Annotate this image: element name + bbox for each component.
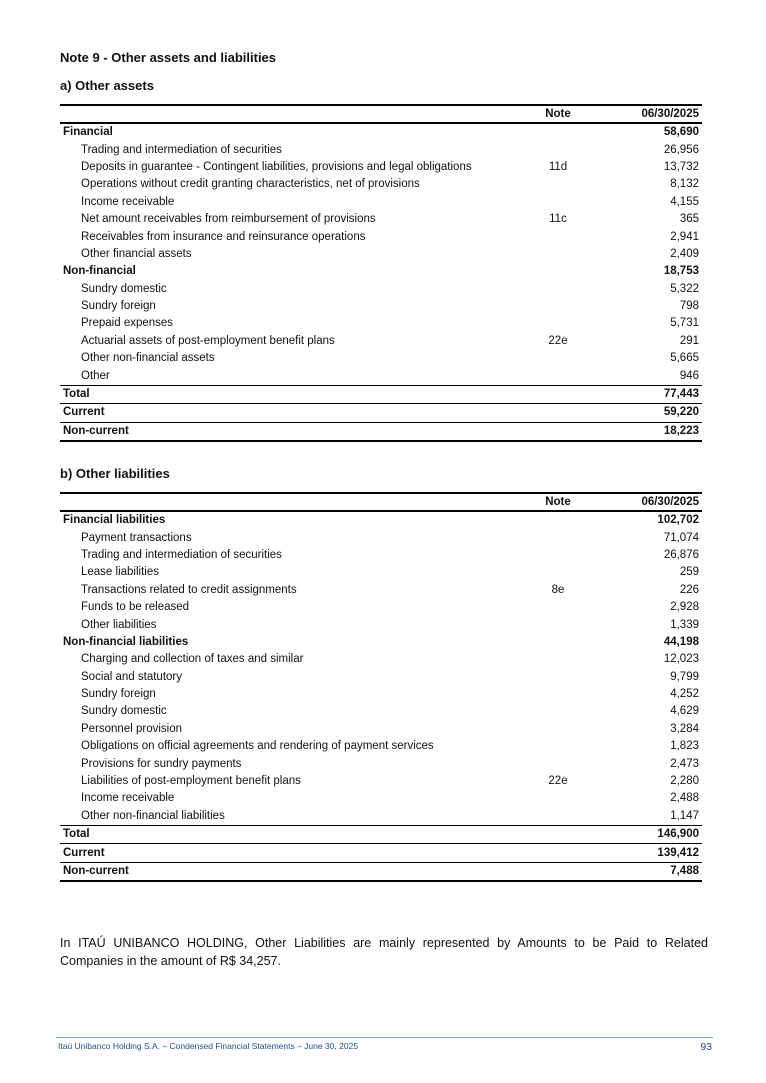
row-label: Receivables from insurance and reinsurance operations [81,230,366,243]
row-value: 8,132 [670,178,699,191]
table-row [60,616,702,633]
row-note: 11d [548,160,568,173]
row-label: Financial [63,126,113,139]
row-value: 5,322 [670,282,699,295]
row-label: Income receivable [81,792,175,805]
row-label: Prepaid expenses [81,317,174,330]
row-label: Operations without credit granting characteristics, net of provisions [81,178,420,191]
row-note [520,862,596,881]
row-note [520,844,596,862]
row-value: 58,690 [663,126,699,139]
row-value: 2,928 [670,601,699,614]
row-label: Non-financial liabilities [63,635,189,648]
page-number: 93 [700,1041,712,1053]
row-note [520,808,596,826]
table-row [60,564,702,581]
row-note: 11c [549,213,567,226]
table-row [60,808,702,826]
row-note: 22e [548,334,568,347]
row-note [520,790,596,807]
row-label: Non-financial [63,265,136,278]
row-value: 2,409 [670,247,699,260]
table-row [60,703,702,720]
table-row [60,350,702,367]
row-value: 9,799 [670,670,699,683]
row-note [520,350,596,367]
row-note: 22e [548,775,568,788]
assets-title: a) Other assets [60,78,154,93]
table-row [60,790,702,807]
table-row [60,159,702,176]
table-row [60,263,702,280]
row-note [520,176,596,193]
row-value: 71,074 [663,531,699,544]
row-label: Current [60,404,520,422]
row-value: 77,443 [596,385,702,403]
table-row [60,194,702,211]
table-row [60,773,702,790]
row-value: 2,488 [670,792,699,805]
table-row [60,281,702,298]
row-value: 7,488 [596,862,702,881]
row-value: 4,252 [670,688,699,701]
row-label: Other non-financial assets [81,352,215,365]
row-note [520,738,596,755]
row-label: Sundry domestic [81,705,167,718]
table-row [60,298,702,315]
row-note [520,634,596,651]
table-row [60,844,702,862]
row-label: Non-current [60,422,520,441]
row-note [520,263,596,280]
row-note [520,246,596,263]
row-value: 1,823 [670,740,699,753]
row-label: Trading and intermediation of securities [81,143,282,156]
row-label: Financial liabilities [63,514,166,527]
row-note [520,686,596,703]
other-liabilities-table [60,492,702,882]
row-value: 798 [679,300,699,313]
row-note [520,703,596,720]
table-row [60,738,702,755]
footer-divider [56,1037,713,1038]
table-header [60,105,702,123]
table-row [60,686,702,703]
row-note [520,404,596,422]
row-label: Sundry domestic [81,282,167,295]
row-note [520,651,596,668]
row-value: 365 [679,213,699,226]
header-note: Note [520,105,596,123]
row-value: 5,731 [670,317,699,330]
liabilities-title: b) Other liabilities [60,466,170,481]
row-note [520,298,596,315]
table-row [60,422,702,441]
row-value: 102,702 [657,514,699,527]
table-row [60,141,702,158]
row-label: Other non-financial liabilities [81,809,225,822]
row-label: Funds to be released [81,601,190,614]
row-value: 291 [679,334,699,347]
explanatory-paragraph: In ITAÚ UNIBANCO HOLDING, Other Liabilities are mainly represented by Amounts to be Paid to Related Companies in the amount of R$ 34,257. [60,936,708,968]
row-value: 2,941 [670,230,699,243]
row-value: 59,220 [596,404,702,422]
row-note [520,826,596,844]
row-value: 259 [679,566,699,579]
row-note [520,547,596,564]
row-note [520,616,596,633]
header-date: 06/30/2025 [596,105,702,123]
other-assets-table [60,104,702,442]
row-label: Current [60,844,520,862]
row-value: 26,956 [663,143,699,156]
row-label: Other financial assets [81,247,192,260]
row-value: 18,223 [596,422,702,441]
table-row [60,599,702,616]
table-row [60,228,702,245]
header-label [60,105,520,123]
table-row [60,385,702,403]
table-row [60,634,702,651]
row-label: Net amount receivables from reimbursement of provisions [81,213,376,226]
row-label: Liabilities of post-employment benefit plans [81,775,301,788]
table-row [60,367,702,385]
row-value: 1,147 [670,809,699,822]
table-row [60,529,702,546]
table-row [60,176,702,193]
row-note [520,123,596,141]
row-note [520,385,596,403]
table-row [60,669,702,686]
table-row [60,651,702,668]
row-value: 4,629 [670,705,699,718]
row-label: Total [60,385,520,403]
row-label: Trading and intermediation of securities [81,548,282,561]
row-label: Other liabilities [81,618,157,631]
header-date: 06/30/2025 [596,493,702,511]
table-row [60,721,702,738]
row-label: Total [60,826,520,844]
row-value: 12,023 [663,653,699,666]
row-label: Payment transactions [81,531,192,544]
row-value: 4,155 [670,195,699,208]
row-label: Transactions related to credit assignments [81,583,297,596]
row-note [520,367,596,385]
header-label [60,493,520,511]
row-label: Income receivable [81,195,175,208]
row-note [520,422,596,441]
row-value: 26,876 [663,548,699,561]
row-label: Deposits in guarantee - Contingent liabilities, provisions and legal obligations [81,160,472,173]
row-value: 1,339 [670,618,699,631]
row-label: Obligations on official agreements and rendering of payment services [81,740,434,753]
row-note [520,511,596,529]
row-label: Sundry foreign [81,688,156,701]
header-note: Note [520,493,596,511]
row-value: 146,900 [596,826,702,844]
table-row [60,333,702,350]
table-row [60,315,702,332]
row-value: 2,473 [670,757,699,770]
row-note [520,228,596,245]
row-note [520,194,596,211]
footer-text: Itaú Unibanco Holding S.A. – Condensed Financial Statements – June 30, 2025 [58,1041,359,1051]
table-row [60,826,702,844]
table-row [60,404,702,422]
row-value: 5,665 [670,352,699,365]
table-row [60,862,702,881]
row-note [520,281,596,298]
row-label: Sundry foreign [81,300,156,313]
row-note [520,599,596,616]
table-header [60,493,702,511]
row-value: 139,412 [596,844,702,862]
row-label: Lease liabilities [81,566,159,579]
table-row [60,511,702,529]
row-note [520,564,596,581]
row-value: 13,732 [663,160,699,173]
row-value: 226 [679,583,699,596]
row-note [520,529,596,546]
table-row [60,211,702,228]
row-value: 946 [679,369,699,382]
row-value: 44,198 [663,635,699,648]
row-note: 8e [551,583,565,596]
row-label: Provisions for sundry payments [81,757,242,770]
row-label: Other [81,369,110,382]
row-note [520,669,596,686]
table-row [60,246,702,263]
table-row [60,547,702,564]
table-row [60,755,702,772]
table-row [60,123,702,141]
row-label: Social and statutory [81,670,183,683]
row-note [520,721,596,738]
row-label: Actuarial assets of post-employment benefit plans [81,334,335,347]
row-note [520,315,596,332]
table-row [60,582,702,599]
row-label: Charging and collection of taxes and similar [81,653,304,666]
row-label: Non-current [60,862,520,881]
row-value: 18,753 [663,265,699,278]
row-value: 3,284 [670,722,699,735]
note-title: Note 9 - Other assets and liabilities [60,50,277,65]
row-label: Personnel provision [81,722,183,735]
row-note [520,141,596,158]
row-note [520,755,596,772]
row-value: 2,280 [670,775,699,788]
